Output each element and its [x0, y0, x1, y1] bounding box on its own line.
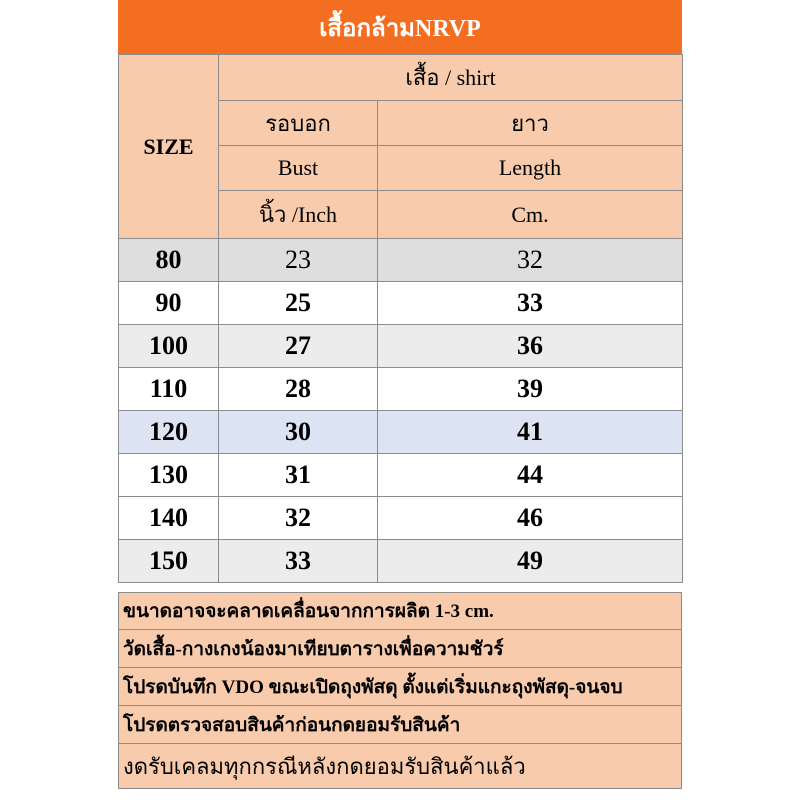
table-row: [119, 454, 683, 497]
note-record-video: โปรดบันทึก VDO ขณะเปิดถุงพัสดุ ตั้งแต่เริ่มแกะถุงพัสดุ-จนจบ: [118, 668, 682, 706]
size-cell: 90: [119, 282, 219, 325]
length-cell: 46: [378, 497, 683, 540]
size-column-header: SIZE: [119, 55, 219, 239]
size-cell: 140: [119, 497, 219, 540]
length-cell: 49: [378, 540, 683, 583]
table-row: [119, 325, 683, 368]
table-row: [119, 497, 683, 540]
bust-cell: 32: [219, 497, 378, 540]
table-row: [119, 540, 683, 583]
size-cell: 120: [119, 411, 219, 454]
size-chart: [118, 0, 682, 800]
bust-cell: 28: [219, 368, 378, 411]
length-cell: 32: [378, 239, 683, 282]
size-cell: 100: [119, 325, 219, 368]
table-row: [119, 239, 683, 282]
length-header-thai: ยาว: [378, 101, 683, 146]
size-cell: 110: [119, 368, 219, 411]
bust-unit: นิ้ว /Inch: [219, 191, 378, 239]
chart-title: เสื้อกล้ามNRVP: [118, 0, 682, 54]
length-unit: Cm.: [378, 191, 683, 239]
note-tolerance: ขนาดอาจจะคลาดเคลื่อนจากการผลิต 1-3 cm.: [118, 592, 682, 630]
notes-section: [118, 592, 682, 789]
shirt-group-header: เสื้อ / shirt: [219, 55, 683, 101]
length-cell: 36: [378, 325, 683, 368]
bust-cell: 33: [219, 540, 378, 583]
length-header-english: Length: [378, 146, 683, 191]
bust-header-thai: รอบอก: [219, 101, 378, 146]
note-measure: วัดเสื้อ-กางเกงน้องมาเทียบตารางเพื่อความชัวร์: [118, 630, 682, 668]
table-row: [119, 282, 683, 325]
header-row-group: [119, 55, 683, 101]
note-no-claim: งดรับเคลมทุกกรณีหลังกดยอมรับสินค้าแล้ว: [118, 744, 682, 789]
bust-cell: 30: [219, 411, 378, 454]
length-cell: 33: [378, 282, 683, 325]
bust-cell: 23: [219, 239, 378, 282]
length-cell: 44: [378, 454, 683, 497]
note-check-goods: โปรดตรวจสอบสินค้าก่อนกดยอมรับสินค้า: [118, 706, 682, 744]
bust-cell: 27: [219, 325, 378, 368]
length-cell: 39: [378, 368, 683, 411]
bust-header-english: Bust: [219, 146, 378, 191]
bust-cell: 31: [219, 454, 378, 497]
size-cell: 80: [119, 239, 219, 282]
table-row: [119, 368, 683, 411]
size-cell: 130: [119, 454, 219, 497]
size-cell: 150: [119, 540, 219, 583]
length-cell: 41: [378, 411, 683, 454]
table-row: [119, 411, 683, 454]
size-table: [118, 54, 683, 583]
bust-cell: 25: [219, 282, 378, 325]
